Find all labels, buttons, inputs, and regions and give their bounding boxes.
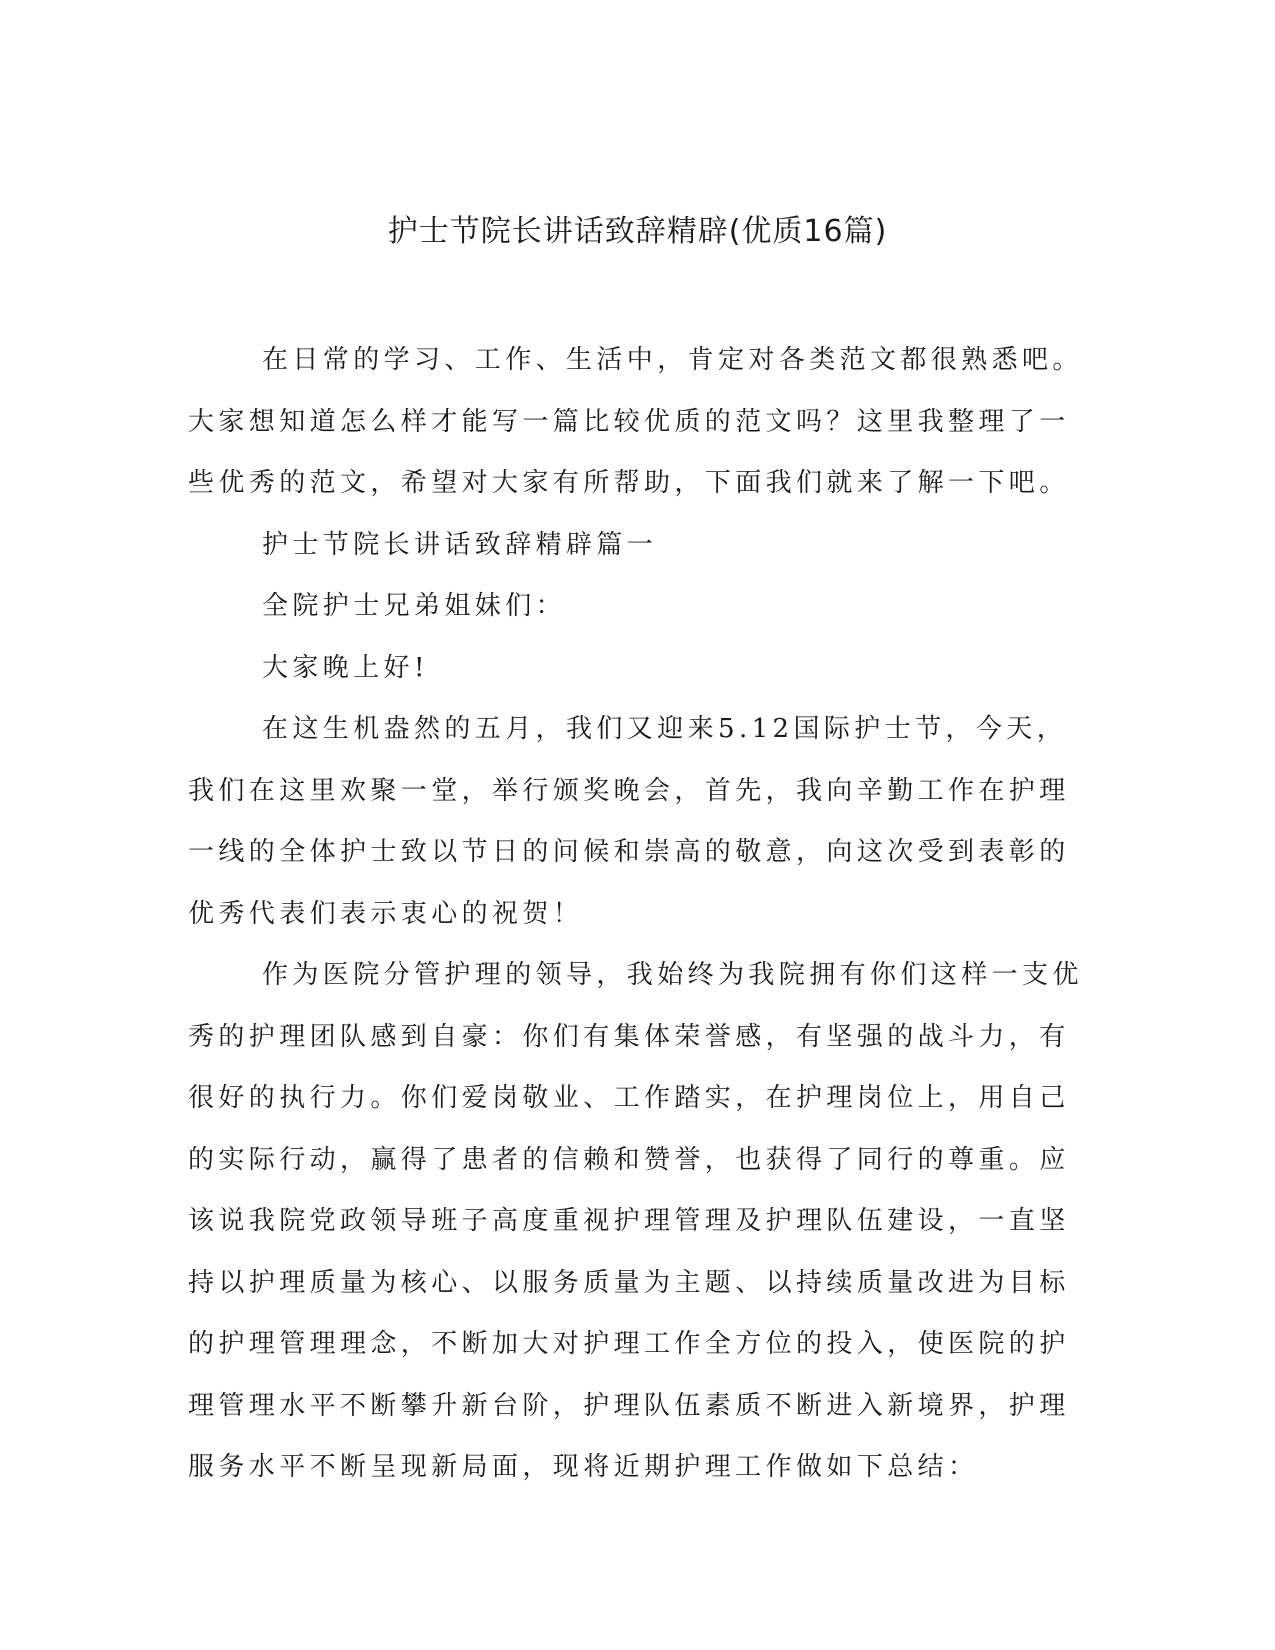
section-heading: 护士节院长讲话致辞精辟篇一 — [262, 529, 658, 560]
document-title: 护士节院长讲话致辞精辟(优质16篇) — [387, 214, 888, 249]
body-paragraph: 在这生机盎然的五月，我们又迎来5.12国际护士节，今天，我们在这里欢聚一堂，举行颁奖晚会，首先，我向辛勤工作在护理一线的全体护士致以节日的问候和崇高的敬意，向这次受到表彰的优秀代表们表示衷心的祝贺！ — [188, 714, 1070, 929]
body-paragraph: 作为医院分管护理的领导，我始终为我院拥有你们这样一支优秀的护理团队感到自豪：你们有集体荣誉感，有坚强的战斗力，有很好的执行力。你们爱岗敬业、工作踏实，在护理岗位上，用自己的实际行动，赢得了患者的信赖和赞誉，也获得了同行的尊重。应该说我院党政领导班子高度重视护理管理及护理队伍建设，一直坚持以护理质量为核心、以服务质量为主题、以持续质量改进为目标的护理管理理念，不断加大对护理工作全方位的投入，使医院的护理管理水平不断攀升新台阶，护理队伍素质不断进入新境界，护理服务水平不断呈现新局面，现将近期护理工作做如下总结： — [188, 960, 1083, 1482]
salutation: 全院护士兄弟姐妹们： — [262, 591, 567, 621]
greeting: 大家晚上好! — [262, 652, 429, 683]
document-body — [188, 330, 1088, 1499]
intro-paragraph: 在日常的学习、工作、生活中，肯定对各类范文都很熟悉吧。大家想知道怎么样才能写一篇比较优质的范文吗？这里我整理了一些优秀的范文，希望对大家有所帮助，下面我们就来了解一下吧。 — [188, 345, 1083, 498]
